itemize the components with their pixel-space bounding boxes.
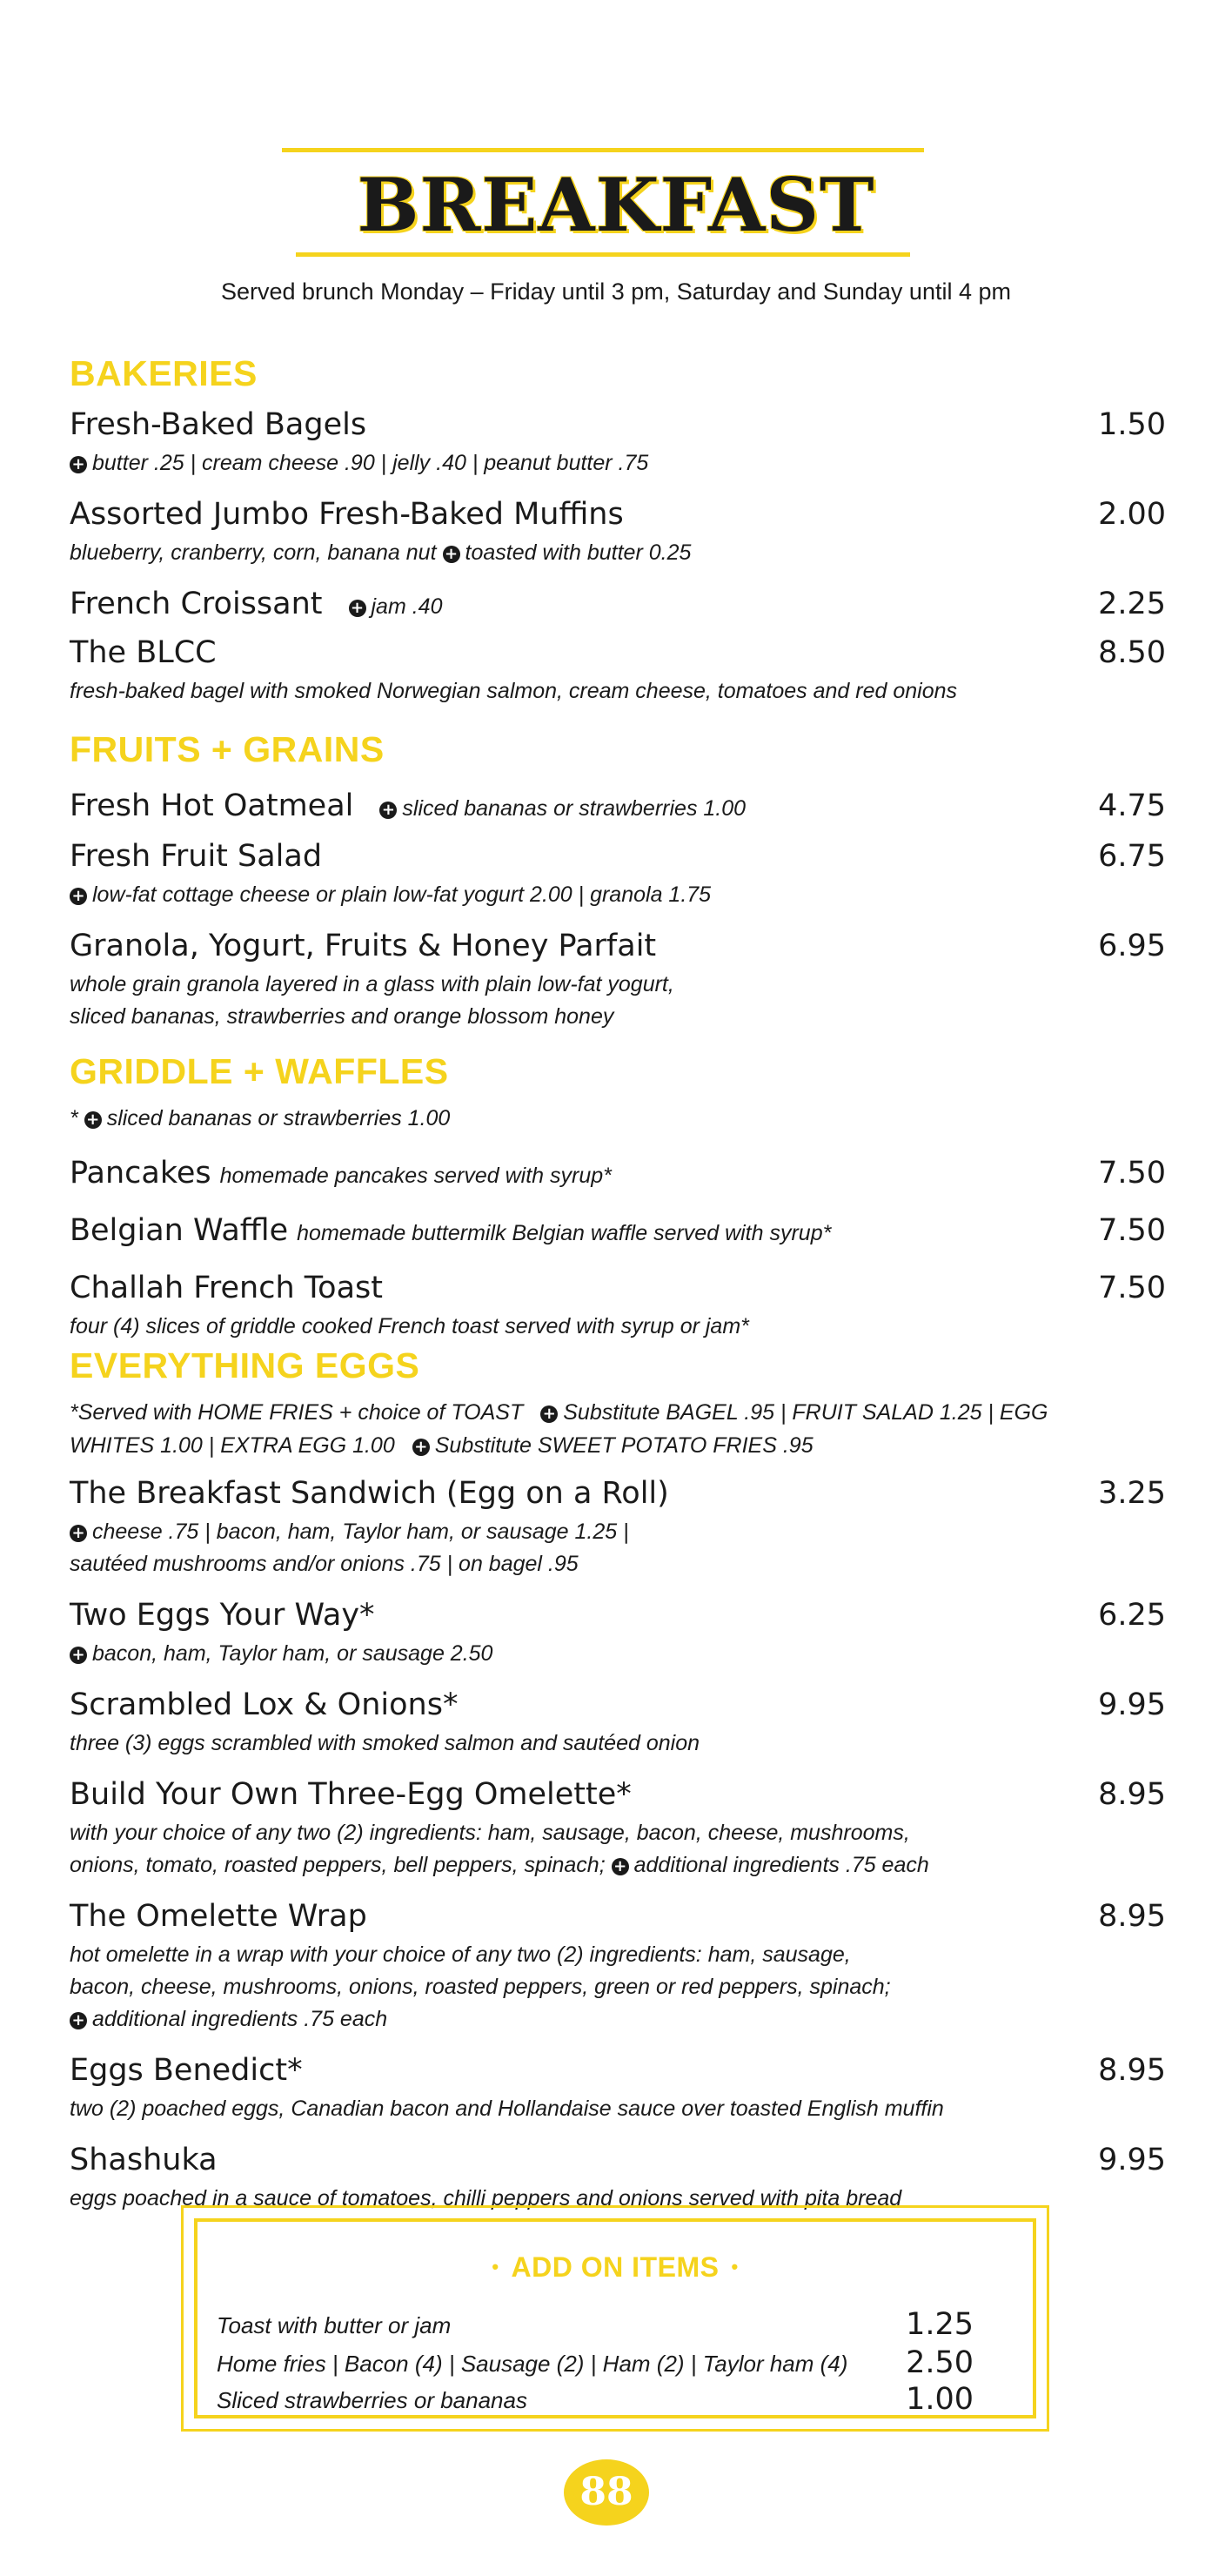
page-title: BREAKFAST (357, 162, 875, 248)
bullet-icon: • (492, 2256, 499, 2277)
menu-item (70, 1210, 1166, 1253)
item-name: Build Your Own Three-Egg Omelette* (70, 1777, 632, 1812)
item-description: two (2) poached eggs, Canadian bacon and Hollandaise sauce over toasted English muffin (70, 2096, 944, 2121)
item-name: Fresh Hot Oatmeal (70, 788, 354, 823)
add-on-row (217, 2307, 1000, 2342)
section-title: EVERYTHING EGGS (70, 1345, 420, 1385)
item-description: fresh-baked bagel with smoked Norwegian salmon, cream cheese, tomatoes and red onions (70, 679, 957, 703)
item-price: 9.95 (1098, 1687, 1166, 1722)
add-on-label: Home fries | Bacon (4) | Sausage (2) | Ham (2) | Taylor ham (4) (217, 2351, 848, 2377)
plus-circle-icon: + (412, 1439, 430, 1456)
menu-item (70, 1895, 1166, 2036)
item-name: Eggs Benedict* (70, 2053, 303, 2088)
item-options: low-fat cottage cheese or plain low-fat yogurt 2.00 | granola 1.75 (92, 882, 712, 907)
menu-item (70, 1684, 1166, 1760)
item-name: The Omelette Wrap (70, 1899, 367, 1934)
plus-circle-icon: + (379, 802, 397, 819)
item-description: homemade buttermilk Belgian waffle served with syrup* (297, 1221, 832, 1245)
menu-item (70, 925, 1166, 1033)
item-name: Shashuka (70, 2143, 218, 2177)
section-fruits-grains (70, 728, 1166, 1047)
item-description: onions, tomato, roasted peppers, bell peppers, spinach; (70, 1853, 606, 1877)
menu-item (70, 1472, 1166, 1580)
item-price: 2.00 (1098, 497, 1166, 532)
header-rule-bottom (296, 252, 910, 257)
item-name: The Breakfast Sandwich (Egg on a Roll) (70, 1476, 669, 1511)
item-price: 1.50 (1098, 407, 1166, 442)
item-description: eggs poached in a sauce of tomatoes, chilli peppers and onions served with pita bread (70, 2186, 902, 2210)
item-description: three (3) eggs scrambled with smoked salmon and sautéed onion (70, 1731, 700, 1755)
note-text: Substitute SWEET POTATO FRIES .95 (434, 1433, 814, 1458)
plus-circle-icon: + (84, 1111, 102, 1129)
plus-circle-icon: + (70, 2012, 87, 2029)
add-on-label: Toast with butter or jam (217, 2312, 452, 2338)
item-price: 7.50 (1098, 1213, 1166, 1248)
plus-circle-icon: + (70, 1647, 87, 1664)
item-options: additional ingredients .75 each (633, 1853, 929, 1877)
section-title: GRIDDLE + WAFFLES (70, 1051, 449, 1091)
menu-item (70, 583, 1166, 627)
plus-circle-icon: + (70, 1525, 87, 1542)
menu-item (70, 1152, 1166, 1196)
bullet-icon: • (731, 2256, 739, 2277)
section-note: sliced bananas or strawberries 1.00 (106, 1106, 451, 1130)
item-options: additional ingredients .75 each (92, 2007, 388, 2031)
note-text: Substitute BAGEL .95 | FRUIT SALAD 1.25 | EGG (563, 1400, 1048, 1425)
menu-item (70, 632, 1166, 708)
add-on-box (181, 2205, 1049, 2432)
item-description: whole grain granola layered in a glass with plain low-fat yogurt, sliced bananas, strawberries and orange blossom honey (70, 972, 674, 1029)
menu-item (70, 404, 1166, 480)
menu-item (70, 2139, 1166, 2215)
item-name: The BLCC (70, 635, 217, 670)
item-description: bacon, cheese, mushrooms, onions, roasted peppers, green or red peppers, spinach; (70, 1975, 891, 1999)
section-title: FRUITS + GRAINS (70, 729, 385, 769)
section-title: BAKERIES (70, 353, 258, 393)
item-name: Fresh Fruit Salad (70, 839, 323, 874)
note-text: WHITES 1.00 | EXTRA EGG 1.00 (70, 1433, 395, 1458)
item-price: 6.75 (1098, 839, 1166, 874)
menu-item (70, 493, 1166, 569)
item-price: 6.95 (1098, 929, 1166, 963)
item-options: butter .25 | cream cheese .90 | jelly .40 | peanut butter .75 (92, 451, 649, 475)
plus-circle-icon: + (70, 888, 87, 905)
item-price: 9.95 (1098, 2143, 1166, 2177)
add-on-price: 1.00 (906, 2382, 974, 2417)
item-name: Assorted Jumbo Fresh-Baked Muffins (70, 497, 624, 532)
add-on-price: 2.50 (906, 2345, 974, 2380)
item-price: 8.95 (1098, 1899, 1166, 1934)
header-rule-top (282, 148, 924, 152)
item-name: Scrambled Lox & Onions* (70, 1687, 459, 1722)
item-options: bacon, ham, Taylor ham, or sausage 2.50 (92, 1641, 493, 1666)
add-on-row (217, 2382, 1000, 2417)
item-price: 7.50 (1098, 1271, 1166, 1305)
add-on-title (198, 2251, 1033, 2284)
item-price: 7.50 (1098, 1156, 1166, 1191)
item-name: Pancakes (70, 1156, 211, 1191)
menu-item (70, 1594, 1166, 1670)
note-marker: * (70, 1106, 78, 1130)
item-options: sautéed mushrooms and/or onions .75 | on bagel .95 (70, 1552, 579, 1576)
item-description: with your choice of any two (2) ingredients: ham, sausage, bacon, cheese, mushrooms, (70, 1821, 910, 1845)
section-note (70, 1396, 1166, 1462)
item-price: 4.75 (1098, 788, 1166, 823)
section-bakeries (70, 352, 1166, 721)
plus-circle-icon: + (70, 456, 87, 473)
plus-circle-icon: + (540, 1405, 558, 1423)
item-description: homemade pancakes served with syrup* (219, 1164, 612, 1188)
item-price: 6.25 (1098, 1598, 1166, 1633)
menu-item (70, 1267, 1166, 1343)
item-name: Fresh-Baked Bagels (70, 407, 367, 442)
item-price: 8.50 (1098, 635, 1166, 670)
item-price: 8.95 (1098, 2053, 1166, 2088)
section-everything-eggs (70, 1344, 1166, 2229)
page-number: 88 (564, 2459, 649, 2526)
item-options: jam .40 (371, 594, 443, 619)
item-description: blueberry, cranberry, corn, banana nut (70, 540, 437, 565)
section-griddle-waffles (70, 1050, 1166, 1357)
menu-item (70, 835, 1166, 911)
service-hours: Served brunch Monday – Friday until 3 pm, Saturday and Sunday until 4 pm (220, 278, 1011, 305)
item-price: 2.25 (1098, 587, 1166, 621)
item-name: Challah French Toast (70, 1271, 383, 1305)
note-text: *Served with HOME FRIES + choice of TOAST (70, 1400, 524, 1425)
menu-item (70, 785, 1166, 828)
menu-item (70, 2049, 1166, 2125)
plus-circle-icon: + (612, 1858, 629, 1875)
plus-circle-icon: + (443, 546, 460, 563)
item-price: 3.25 (1098, 1476, 1166, 1511)
item-name: Granola, Yogurt, Fruits & Honey Parfait (70, 929, 657, 963)
add-on-row (217, 2345, 1000, 2380)
item-name: French Croissant (70, 587, 323, 621)
add-on-title-text: ADD ON ITEMS (511, 2251, 720, 2283)
add-on-label: Sliced strawberries or bananas (217, 2387, 527, 2413)
item-options: toasted with butter 0.25 (465, 540, 692, 565)
item-options: sliced bananas or strawberries 1.00 (402, 796, 747, 821)
item-description: four (4) slices of griddle cooked French toast served with syrup or jam* (70, 1314, 749, 1338)
item-price: 8.95 (1098, 1777, 1166, 1812)
item-description: hot omelette in a wrap with your choice of any two (2) ingredients: ham, sausage, (70, 1942, 851, 1967)
item-options: cheese .75 | bacon, ham, Taylor ham, or sausage 1.25 | (92, 1519, 629, 1544)
item-name: Two Eggs Your Way* (70, 1598, 375, 1633)
add-on-box-inner (194, 2218, 1036, 2418)
menu-item (70, 1774, 1166, 1882)
plus-circle-icon: + (349, 600, 366, 617)
item-name: Belgian Waffle (70, 1213, 289, 1248)
add-on-price: 1.25 (906, 2307, 974, 2342)
